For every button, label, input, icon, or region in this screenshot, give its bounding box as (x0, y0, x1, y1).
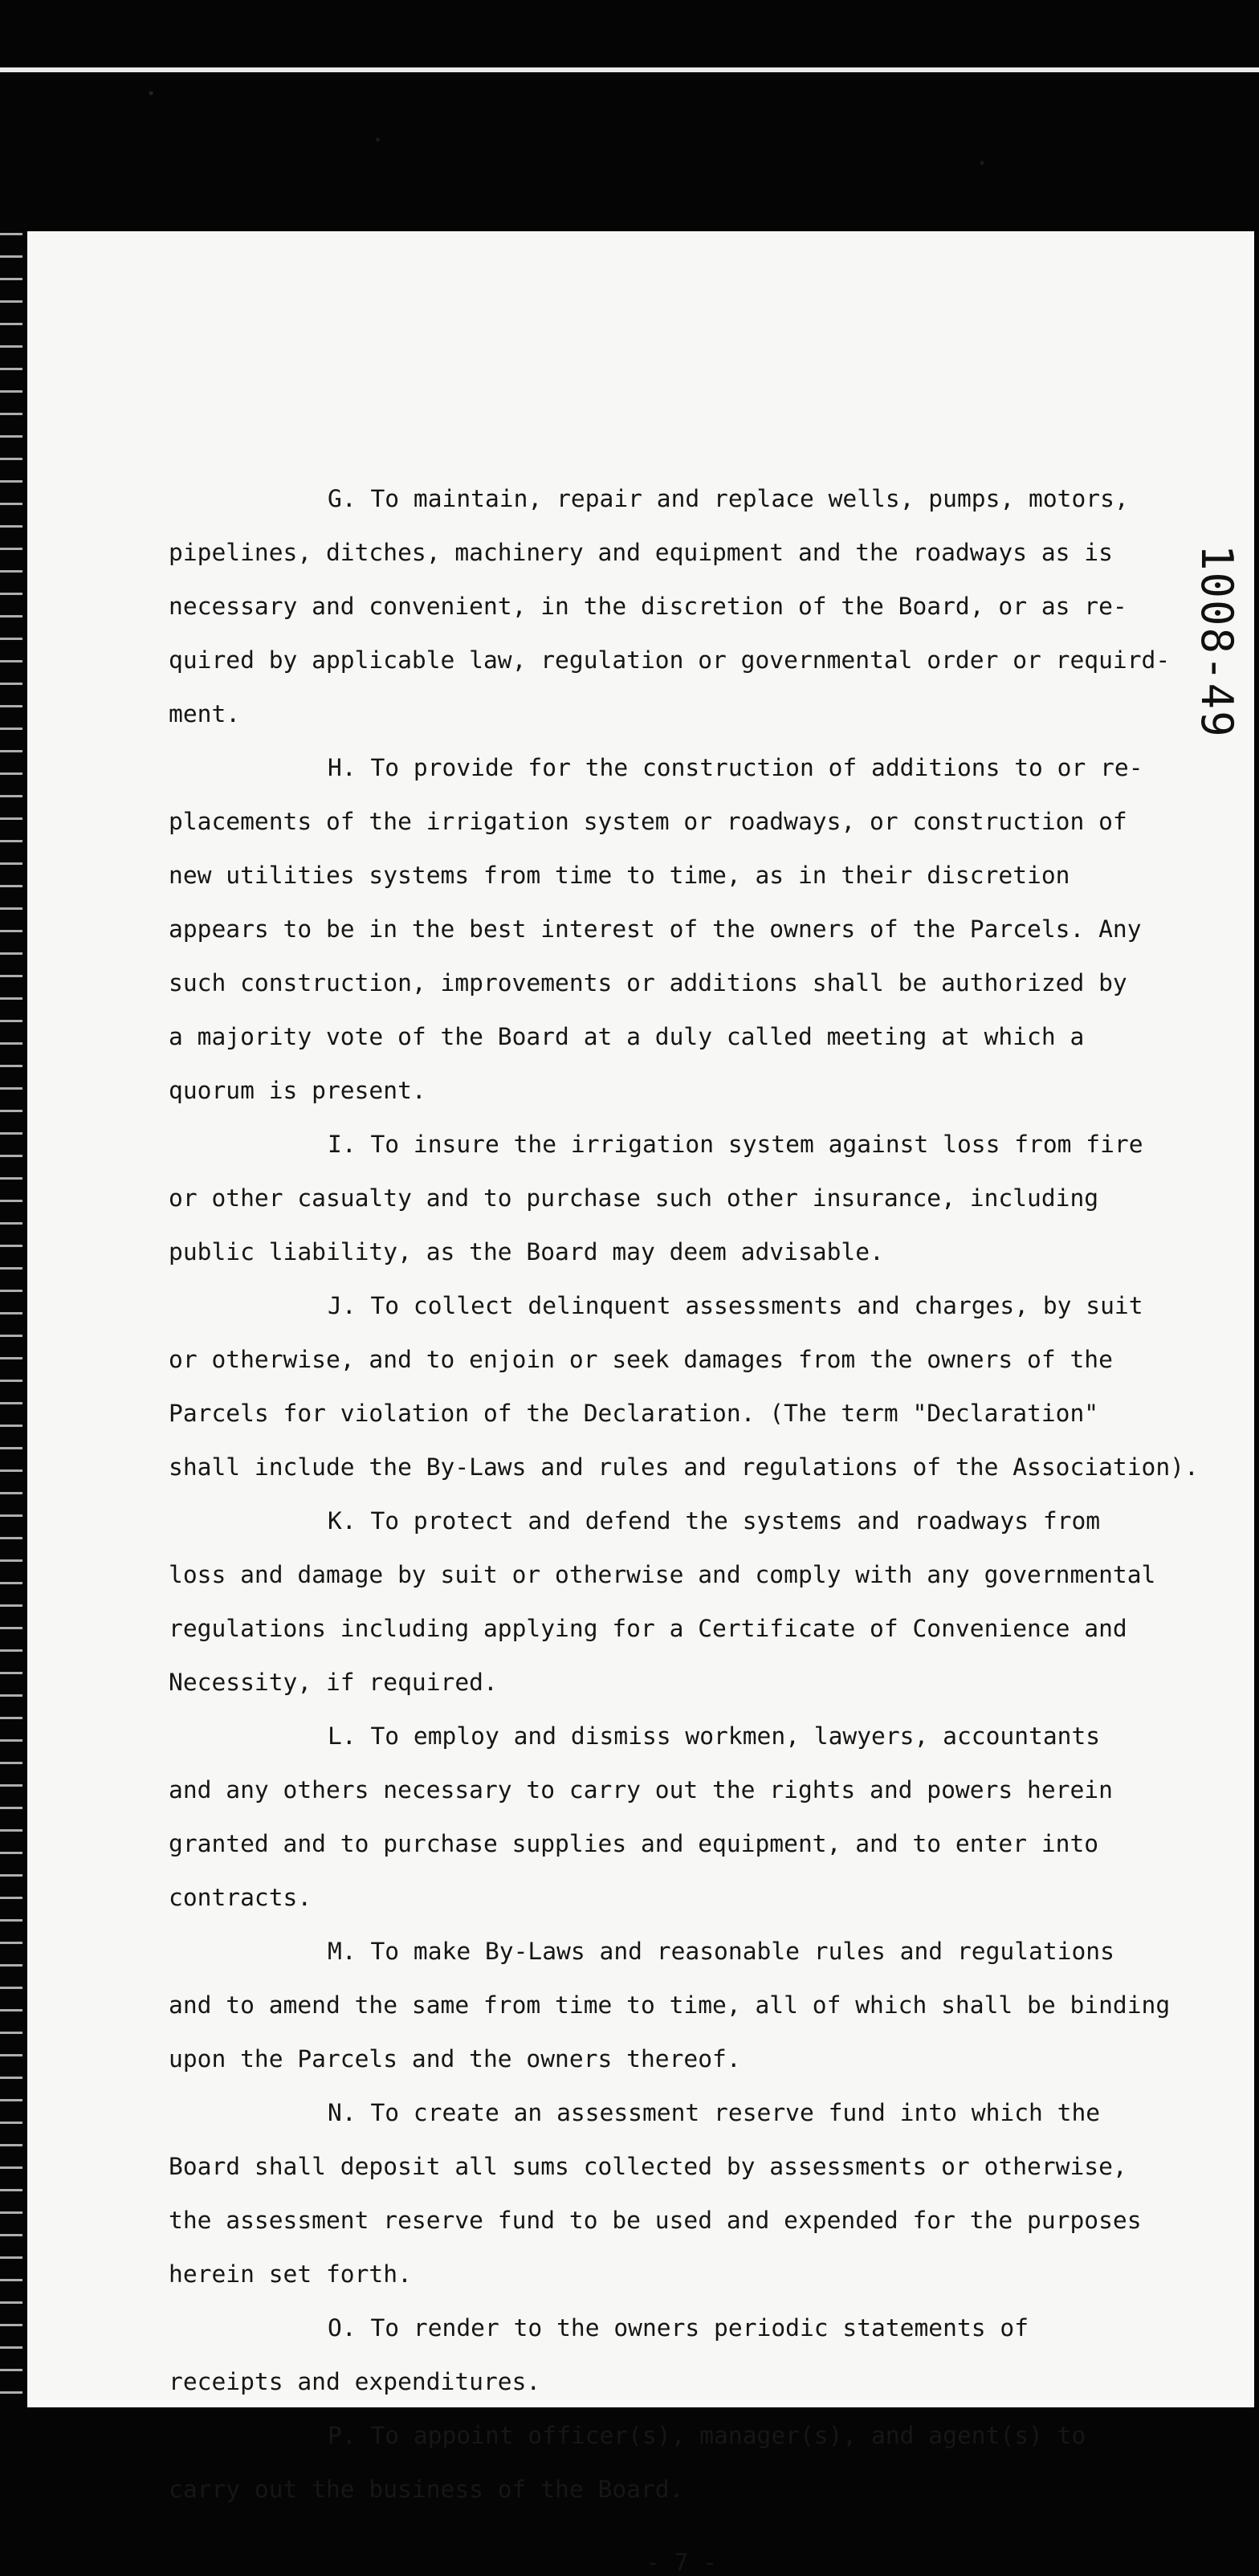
text-line: public liability, as the Board may deem advisable. (169, 1238, 884, 1266)
text-line: the assessment reserve fund to be used and expended for the purposes (169, 2207, 1142, 2234)
text-line: K. To protect and defend the systems and roadways from (328, 1507, 1101, 1535)
scan-top-rule (0, 67, 1259, 72)
scan-left-edge (0, 233, 22, 2401)
paragraph-h (169, 741, 1253, 1118)
text-line: G. To maintain, repair and replace wells, pumps, motors, (328, 485, 1129, 512)
text-line: new utilities systems from time to time, as in their discretion (169, 862, 1070, 889)
text-line: or other casualty and to purchase such other insurance, including (169, 1184, 1099, 1212)
paragraph-o (169, 2301, 1253, 2409)
paragraph-m (169, 1925, 1253, 2086)
paragraph-p (169, 2409, 1253, 2517)
page-number: - 7 - (646, 2549, 718, 2576)
paragraph-g (169, 472, 1253, 741)
paragraph-l (169, 1710, 1253, 1925)
text-line: upon the Parcels and the owners thereof. (169, 2045, 741, 2073)
text-line: or otherwise, and to enjoin or seek damages from the owners of the (169, 1346, 1113, 1373)
text-line: N. To create an assessment reserve fund into which the (328, 2099, 1101, 2126)
text-line: regulations including applying for a Certificate of Convenience and (169, 1615, 1127, 1642)
text-line: herein set forth. (169, 2260, 412, 2288)
text-line: and to amend the same from time to time, all of which shall be binding (169, 1991, 1171, 2019)
text-line: Board shall deposit all sums collected by assessments or otherwise, (169, 2153, 1127, 2180)
text-line: placements of the irrigation system or roadways, or construction of (169, 808, 1127, 835)
text-line: I. To insure the irrigation system against loss from fire (328, 1131, 1143, 1158)
paragraph-i (169, 1118, 1253, 1279)
text-line: shall include the By-Laws and rules and regulations of the Association). (169, 1453, 1199, 1481)
text-line: receipts and expenditures. (169, 2368, 541, 2395)
text-line: and any others necessary to carry out the rights and powers herein (169, 1776, 1113, 1804)
document-body (169, 472, 1253, 2517)
text-line: Necessity, if required. (169, 1669, 498, 1696)
recording-stamp: 1008-49 (1192, 544, 1242, 739)
text-line: quorum is present. (169, 1077, 426, 1104)
scan-border-top (0, 0, 1259, 233)
text-line: a majority vote of the Board at a duly called meeting at which a (169, 1023, 1085, 1050)
text-line: granted and to purchase supplies and equipment, and to enter into (169, 1830, 1099, 1857)
text-line: loss and damage by suit or otherwise and comply with any governmental (169, 1561, 1156, 1588)
text-line: L. To employ and dismiss workmen, lawyers, accountants (328, 1722, 1101, 1750)
text-line: H. To provide for the construction of additions to or re- (328, 754, 1143, 781)
text-line: quired by applicable law, regulation or governmental order or requird- (169, 646, 1171, 674)
text-line: Parcels for violation of the Declaration. (The term "Declaration" (169, 1400, 1099, 1427)
text-line: contracts. (169, 1884, 312, 1911)
paragraph-n (169, 2086, 1253, 2301)
text-line: appears to be in the best interest of the owners of the Parcels. Any (169, 915, 1142, 943)
paragraph-j (169, 1279, 1253, 1494)
text-line: necessary and convenient, in the discretion of the Board, or as re- (169, 593, 1127, 620)
text-line: P. To appoint officer(s), manager(s), and agent(s) to (328, 2422, 1086, 2449)
text-line: carry out the business of the Board. (169, 2476, 684, 2503)
text-line: M. To make By-Laws and reasonable rules and regulations (328, 1938, 1114, 1965)
text-line: pipelines, ditches, machinery and equipment and the roadways as is (169, 539, 1113, 566)
text-line: O. To render to the owners periodic statements of (328, 2314, 1029, 2342)
document-page (27, 231, 1254, 2576)
text-line: such construction, improvements or additions shall be authorized by (169, 969, 1127, 997)
text-line: ment. (169, 700, 241, 728)
text-line: J. To collect delinquent assessments and charges, by suit (328, 1292, 1143, 1319)
paragraph-k (169, 1494, 1253, 1710)
